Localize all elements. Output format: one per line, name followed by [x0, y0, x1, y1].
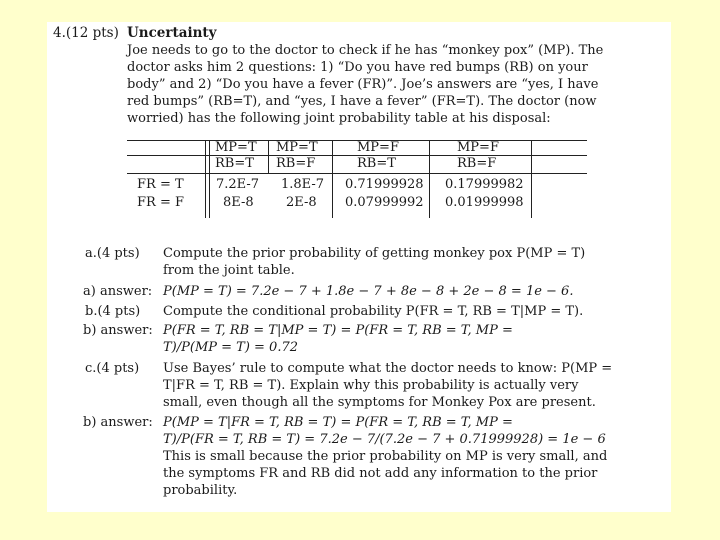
intro-line: body” and 2) “Do you have a fever (FR)”. Joe’s answers are “yes, I have	[127, 77, 599, 92]
part-c-label: c.(4 pts)	[85, 361, 140, 376]
part-c-answer-label: b) answer:	[83, 415, 153, 430]
part-b-answer: P(FR = T, RB = T|MP = T) = P(FR = T, RB = T, MP =	[163, 323, 513, 338]
part-c-answer: probability.	[163, 483, 238, 498]
table-row-label: FR = F	[137, 195, 184, 210]
table-cell: 0.17999982	[445, 177, 524, 192]
table-cell: 0.01999998	[445, 195, 524, 210]
part-b-label: b.(4 pts)	[85, 304, 141, 319]
table-header-mp: MP=F	[457, 140, 499, 155]
table-header-rb: RB=F	[276, 156, 316, 171]
table-header-rb: RB=T	[215, 156, 254, 171]
part-c-text: Use Bayes’ rule to compute what the doctor needs to know: P(MP =	[163, 361, 613, 376]
table-cell: 7.2E-7	[216, 177, 260, 192]
intro-line: Joe needs to go to the doctor to check if he has “monkey pox” (MP). The	[127, 43, 604, 58]
table-header-mp: MP=T	[276, 140, 318, 155]
part-a-answer-label: a) answer:	[83, 284, 153, 299]
question-number: 4.(12 pts)	[53, 25, 119, 41]
table-header-mp: MP=T	[215, 140, 257, 155]
intro-line: red bumps” (RB=T), and “yes, I have a fever” (FR=T). The doctor (now	[127, 94, 597, 109]
table-rule	[332, 140, 333, 218]
part-a-label: a.(4 pts)	[85, 246, 140, 261]
table-cell: 1.8E-7	[281, 177, 325, 192]
part-a-text: Compute the prior probability of getting monkey pox P(MP = T)	[163, 246, 586, 261]
table-row-label: FR = T	[137, 177, 184, 192]
part-b-answer-label: b) answer:	[83, 323, 153, 338]
table-rule	[531, 140, 532, 218]
table-rule	[209, 140, 210, 218]
table-cell: 2E-8	[286, 195, 317, 210]
part-a-text: from the joint table.	[163, 263, 295, 278]
document-page	[47, 22, 671, 512]
part-c-answer: P(MP = T|FR = T, RB = T) = P(FR = T, RB = T, MP =	[163, 415, 513, 430]
table-header-rb: RB=F	[457, 156, 497, 171]
table-cell: 0.71999928	[345, 177, 424, 192]
part-b-answer: T)/P(MP = T) = 0.72	[163, 340, 299, 355]
part-c-answer: the symptoms FR and RB did not add any information to the prior	[163, 466, 598, 481]
intro-line: doctor asks him 2 questions: 1) “Do you have red bumps (RB) on your	[127, 60, 588, 75]
intro-line: worried) has the following joint probability table at his disposal:	[127, 111, 551, 126]
table-header-mp: MP=F	[357, 140, 399, 155]
table-rule	[268, 140, 269, 173]
table-cell: 0.07999992	[345, 195, 424, 210]
table-cell: 8E-8	[223, 195, 254, 210]
table-rule	[429, 140, 430, 218]
part-c-answer: This is small because the prior probability on MP is very small, and	[163, 449, 608, 464]
part-b-text: Compute the conditional probability P(FR = T, RB = T|MP = T).	[163, 304, 584, 319]
table-rule	[205, 140, 206, 218]
part-c-text: small, even though all the symptoms for Monkey Pox are present.	[163, 395, 596, 410]
table-rule	[127, 173, 587, 174]
part-a-answer: P(MP = T) = 7.2e − 7 + 1.8e − 7 + 8e − 8 + 2e − 8 = 1e − 6.	[163, 284, 574, 299]
part-c-text: T|FR = T, RB = T). Explain why this probability is actually very	[163, 378, 579, 393]
table-header-rb: RB=T	[357, 156, 396, 171]
joint-probability-table	[127, 140, 587, 218]
question-title: Uncertainty	[127, 25, 217, 41]
part-c-answer: T)/P(FR = T, RB = T) = 7.2e − 7/(7.2e − 7 + 0.71999928) = 1e − 6	[163, 432, 606, 447]
